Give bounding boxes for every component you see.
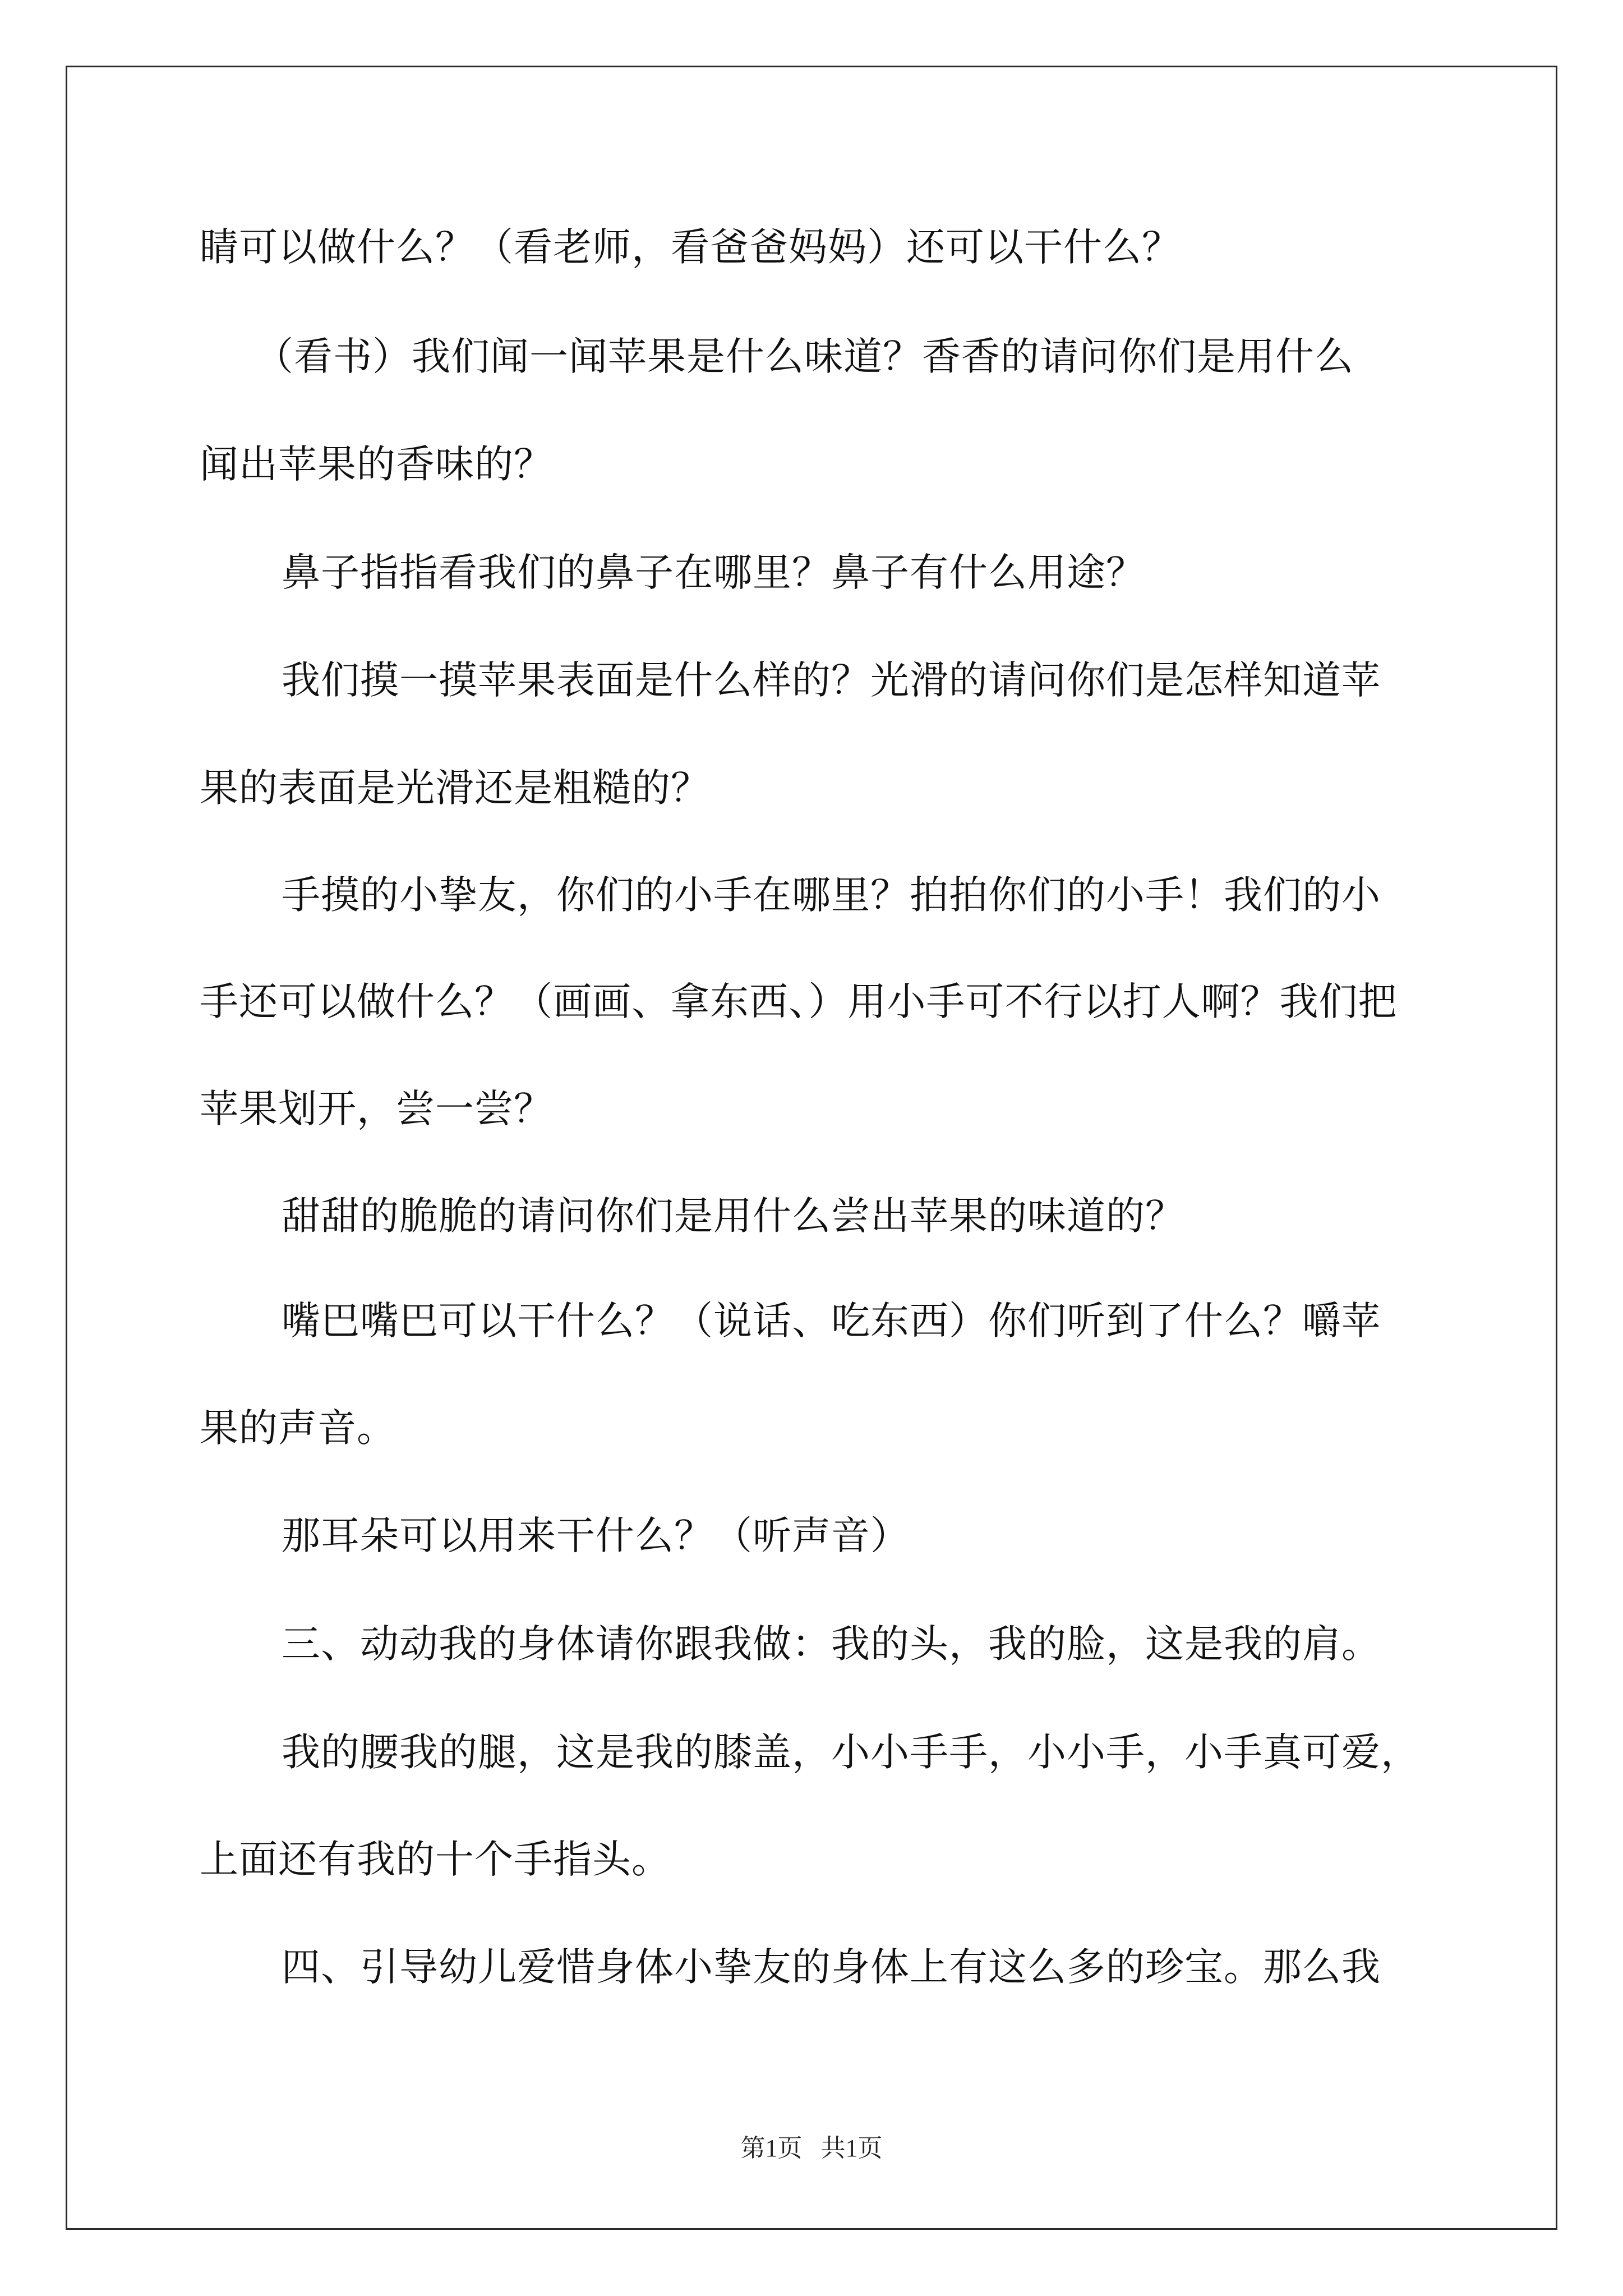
text-line: 苹果划开，尝一尝？ (200, 1087, 553, 1131)
text-line: 我们摸一摸苹果表面是什么样的？光滑的请问你们是怎样知道苹 (282, 658, 1381, 703)
text-line: 上面还有我的十个手指头。 (200, 1837, 671, 1882)
text-line: 我的腰我的腿，这是我的膝盖，小小手手，小小手，小手真可爱， (282, 1730, 1420, 1775)
text-line: 甜甜的脆脆的请问你们是用什么尝出苹果的味道的？ (282, 1194, 1184, 1239)
page-border (66, 66, 1557, 2230)
text-line: （看书）我们闻一闻苹果是什么味道？香香的请问你们是用什么 (255, 334, 1354, 379)
text-line: 三、动动我的身体请你跟我做：我的头，我的脸，这是我的肩。 (282, 1622, 1381, 1667)
page-footer (0, 2136, 1623, 2161)
text-line: 闻出苹果的香味的？ (200, 442, 553, 487)
text-line: 手摸的小挚友，你们的小手在哪里？拍拍你们的小手！我们的小 (282, 873, 1381, 918)
text-line: 四、引导幼儿爱惜身体小挚友的身体上有这么多的珍宝。那么我 (282, 1945, 1381, 1990)
text-line: 嘴巴嘴巴可以干什么？（说话、吃东西）你们听到了什么？嚼苹 (282, 1299, 1381, 1343)
page-number: 第1页 (740, 2134, 803, 2162)
text-line: 睛可以做什么？（看老师，看爸爸妈妈）还可以干什么？ (200, 225, 1181, 270)
text-line: 手还可以做什么？（画画、拿东西、）用小手可不行以打人啊？我们把 (200, 979, 1398, 1024)
text-line: 鼻子指指看我们的鼻子在哪里？鼻子有什么用途？ (282, 550, 1145, 595)
page-total: 共1页 (820, 2134, 883, 2162)
text-line: 果的声音。 (200, 1406, 396, 1451)
text-line: 那耳朵可以用来干什么？（听声音） (282, 1513, 910, 1558)
text-line: 果的表面是光滑还是粗糙的？ (200, 766, 710, 811)
